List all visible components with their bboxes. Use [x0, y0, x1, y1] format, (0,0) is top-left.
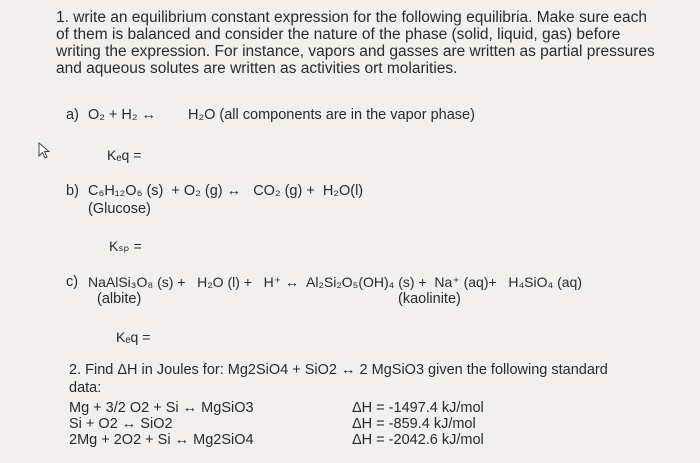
part-b-label: b)	[66, 183, 79, 199]
part-c-note-kaolinite: (kaolinite)	[398, 291, 461, 307]
q2-row-2-dh: ΔH = -859.4 kJ/mol	[352, 416, 476, 432]
q2-row-2-reaction: Si + O2 ↔ SiO2	[69, 416, 173, 432]
part-c-note-albite: (albite)	[97, 291, 142, 307]
q2-row-3-reaction: 2Mg + 2O2 + Si ↔ Mg2SiO4	[69, 432, 254, 448]
q2-row-1-dh: ΔH = -1497.4 kJ/mol	[352, 400, 484, 416]
q1-line-3: writing the expression. For instance, vapors and gasses are written as partial pressures	[56, 43, 655, 60]
part-c-label: c)	[66, 274, 79, 290]
q1-line-2: of them is balanced and consider the nature of the phase (solid, liquid, gas) before	[56, 26, 621, 43]
part-b-note: (Glucose)	[88, 201, 151, 217]
part-c-reaction: NaAlSi₃O₈ (s) + H₂O (l) + H⁺ ↔ Al₂Si₂O₅(OH)₄ (s) + Na⁺ (aq)+ H₄SiO₄ (aq)	[88, 274, 582, 290]
part-a-product: H₂O (all components are in the vapor phase)	[188, 107, 475, 123]
part-a-label: a)	[66, 107, 79, 123]
q2-row-3-dh: ΔH = -2042.6 kJ/mol	[352, 432, 484, 448]
part-c-keq: Kₑq =	[116, 329, 151, 345]
q2-row-1-reaction: Mg + 3/2 O2 + Si ↔ MgSiO3	[69, 400, 254, 416]
q2-line-1: 2. Find ΔH in Joules for: Mg2SiO4 + SiO2 ↔ 2 MgSiO3 given the following standard	[69, 362, 608, 378]
q2-line-2: data:	[69, 380, 102, 396]
mouse-cursor-icon	[38, 142, 52, 160]
part-b-reaction: C₆H₁₂O₆ (s) + O₂ (g) ↔ CO₂ (g) + H₂O(l)	[88, 183, 364, 199]
q1-line-4: and aqueous solutes are written as activities ort molarities.	[56, 60, 458, 77]
part-b-ksp: Kₛₚ =	[109, 238, 142, 254]
q1-line-1: 1. write an equilibrium constant expression for the following equilibria. Make sure each	[56, 9, 648, 26]
part-a-reactants: O₂ + H₂ ↔	[88, 107, 157, 123]
part-a-keq: Kₑq =	[107, 147, 142, 163]
